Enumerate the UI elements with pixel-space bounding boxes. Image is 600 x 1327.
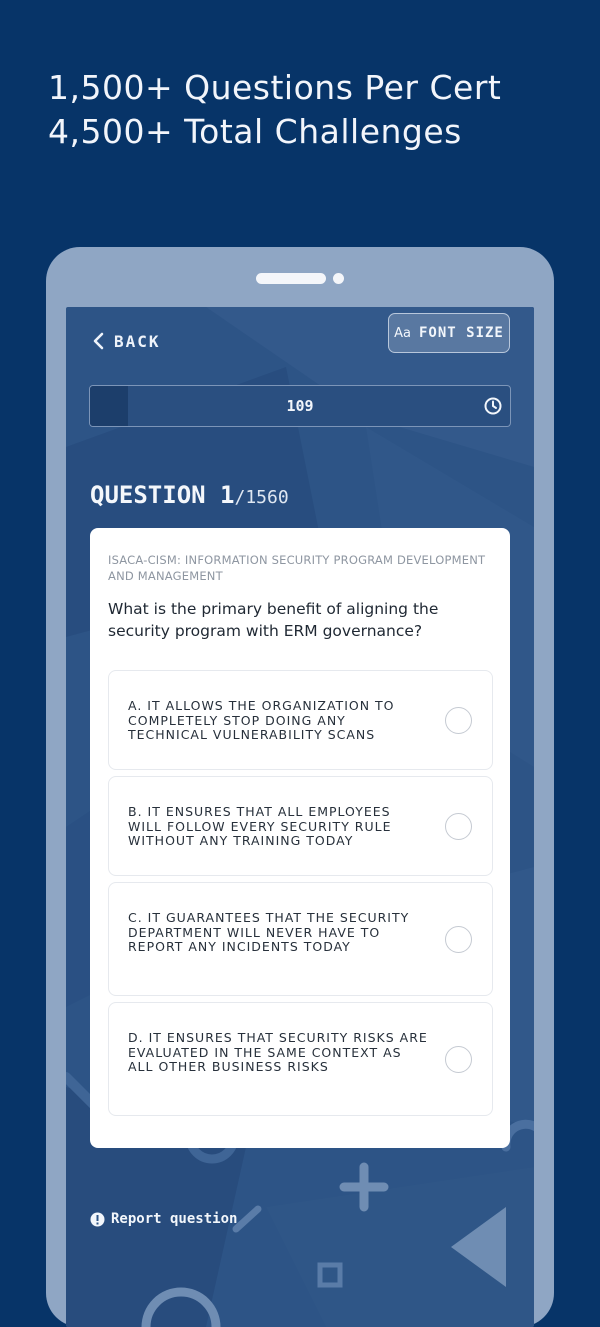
headline-line-1: 1,500+ Questions Per Cert <box>48 68 502 107</box>
font-size-button[interactable] <box>388 313 510 353</box>
question-card <box>90 528 510 1148</box>
answer-option-label: B. IT ENSURES THAT ALL EMPLOYEES WILL FOLLOW EVERY SECURITY RULE WITHOUT ANY TRAINING TODAY <box>128 804 392 848</box>
answer-option-a[interactable] <box>108 670 493 770</box>
phone-camera <box>333 273 344 284</box>
clock-icon <box>484 397 502 415</box>
app-screen <box>66 307 534 1327</box>
promo-headline <box>48 66 568 154</box>
question-category: ISACA-CISM: INFORMATION SECURITY PROGRAM DEVELOPMENT AND MANAGEMENT <box>108 553 486 583</box>
timer-bar <box>89 385 511 427</box>
back-label: BACK <box>114 331 161 351</box>
answer-option-b[interactable] <box>108 776 493 876</box>
phone-speaker <box>256 273 326 284</box>
radio-button[interactable] <box>445 926 472 953</box>
answer-option-c[interactable] <box>108 882 493 996</box>
question-total: /1560 <box>234 487 289 508</box>
info-icon <box>90 1212 105 1227</box>
radio-button[interactable] <box>445 813 472 840</box>
chevron-left-icon <box>92 332 104 350</box>
phone-frame <box>46 247 554 1327</box>
question-counter <box>90 481 289 509</box>
report-question-label: Report question <box>111 1211 238 1227</box>
radio-button[interactable] <box>445 1046 472 1073</box>
headline-line-2: 4,500+ Total Challenges <box>48 112 462 151</box>
question-text: What is the primary benefit of aligning the security program with ERM governance? <box>108 600 439 640</box>
answer-option-label: D. IT ENSURES THAT SECURITY RISKS ARE EVALUATED IN THE SAME CONTEXT AS ALL OTHER BUSINESS RISKS <box>128 1030 428 1074</box>
answer-option-d[interactable] <box>108 1002 493 1116</box>
radio-button[interactable] <box>445 707 472 734</box>
answer-option-label: A. IT ALLOWS THE ORGANIZATION TO COMPLETELY STOP DOING ANY TECHNICAL VULNERABILITY SCANS <box>128 698 395 742</box>
timer-value: 109 <box>286 397 314 415</box>
question-current: QUESTION 1 <box>90 481 235 509</box>
font-size-label: FONT SIZE <box>419 325 504 341</box>
answer-option-label: C. IT GUARANTEES THAT THE SECURITY DEPARTMENT WILL NEVER HAVE TO REPORT ANY INCIDENTS TODAY <box>128 910 410 954</box>
back-button[interactable] <box>92 329 161 353</box>
report-question-button[interactable] <box>90 1211 237 1227</box>
font-size-icon: Aa <box>394 325 411 341</box>
